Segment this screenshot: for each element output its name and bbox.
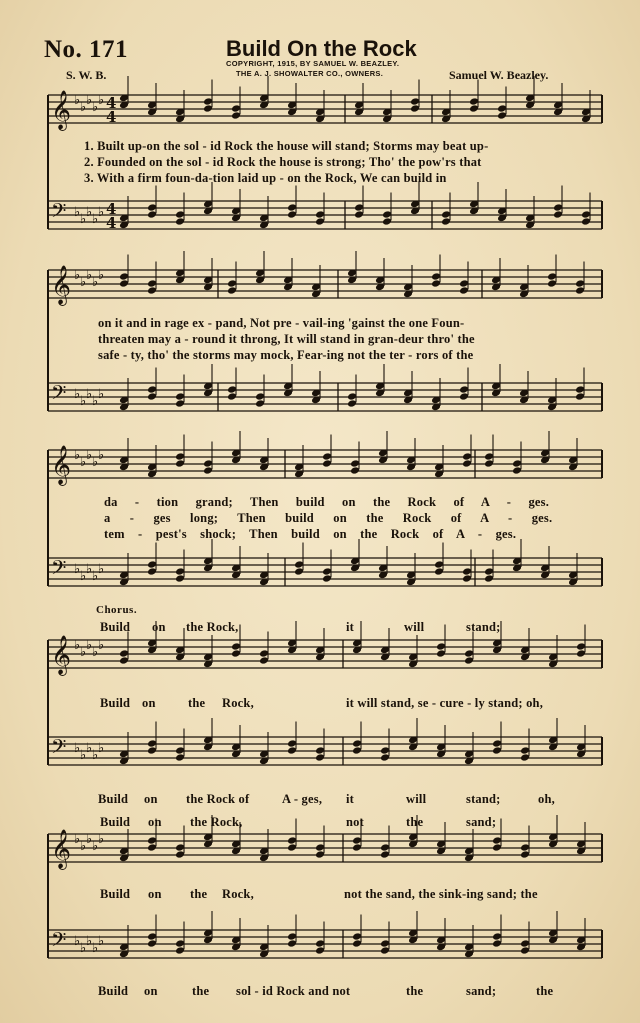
- flat-sign: ♭: [80, 212, 87, 227]
- flat-sign: ♭: [86, 562, 93, 577]
- bass-clef: 𝄢: [51, 556, 67, 584]
- flat-sign: ♭: [92, 941, 99, 956]
- flat-sign: ♭: [74, 268, 81, 283]
- flat-sign: ♭: [74, 832, 81, 847]
- s5-top-word: not: [346, 815, 364, 829]
- hymn-title: Build On the Rock: [226, 36, 417, 61]
- treble-clef: 𝄞: [51, 445, 72, 485]
- system1-verse2: 2. Founded on the sol - id Rock the house is strong; Tho' the pow'rs that: [84, 155, 482, 169]
- flat-sign: ♭: [86, 448, 93, 463]
- flat-sign: ♭: [86, 268, 93, 283]
- s5-mid-word: Build: [100, 887, 131, 901]
- flat-sign: ♭: [80, 941, 87, 956]
- s4-top-word: Build: [100, 620, 131, 634]
- flat-sign: ♭: [80, 455, 87, 470]
- s4-top-word: stand;: [466, 620, 501, 634]
- flat-sign: ♭: [98, 268, 105, 283]
- s4-mid-word: Build: [100, 696, 131, 710]
- treble-clef: 𝄞: [51, 90, 72, 130]
- flat-sign: ♭: [80, 748, 87, 763]
- s4-top-word: on: [152, 620, 166, 634]
- system2-verse1: on it and in rage ex - pand, Not pre - vail-ing 'gainst the one Foun-: [98, 316, 465, 330]
- time-signature: 4: [106, 94, 117, 112]
- s5-top-word: the: [406, 815, 424, 829]
- flat-sign: ♭: [86, 832, 93, 847]
- s5-bass-word: sol - id Rock and not: [236, 984, 351, 998]
- flat-sign: ♭: [92, 212, 99, 227]
- s5-top-word: Build: [100, 815, 131, 829]
- bass-clef: 𝄢: [51, 735, 67, 763]
- flat-sign: ♭: [92, 839, 99, 854]
- flat-sign: ♭: [74, 562, 81, 577]
- lyricist-initials: S. W. B.: [66, 68, 107, 82]
- s4-top-word: it: [346, 620, 355, 634]
- flat-sign: ♭: [80, 394, 87, 409]
- flat-sign: ♭: [98, 387, 105, 402]
- flat-sign: ♭: [74, 934, 81, 949]
- flat-sign: ♭: [86, 387, 93, 402]
- s4-mid-word: on: [142, 696, 156, 710]
- bass-clef: 𝄢: [51, 381, 67, 409]
- owner-line: THE A. J. SHOWALTER CO., OWNERS.: [236, 69, 384, 78]
- s5-bass-word: sand;: [466, 984, 497, 998]
- bass-clef: 𝄢: [51, 199, 67, 227]
- flat-sign: ♭: [98, 832, 105, 847]
- flat-sign: ♭: [98, 934, 105, 949]
- flat-sign: ♭: [86, 205, 93, 220]
- s4-bass-word: oh,: [538, 792, 555, 806]
- system3-verse2: a - ges long; Then build on the Rock of A - ges.: [104, 511, 553, 525]
- flat-sign: ♭: [98, 562, 105, 577]
- flat-sign: ♭: [92, 569, 99, 584]
- s4-mid-word: it will stand, se - cure - ly stand; oh,: [346, 696, 544, 710]
- flat-sign: ♭: [86, 934, 93, 949]
- s4-bass-word: it: [346, 792, 355, 806]
- s5-bass-word: the: [192, 984, 210, 998]
- flat-sign: ♭: [74, 205, 81, 220]
- treble-clef: 𝄞: [51, 635, 72, 675]
- flat-sign: ♭: [92, 394, 99, 409]
- s5-mid-word: not the sand, the sink-ing sand; the: [344, 887, 538, 901]
- flat-sign: ♭: [74, 638, 81, 653]
- s5-bass-word: Build: [98, 984, 129, 998]
- flat-sign: ♭: [74, 448, 81, 463]
- flat-sign: ♭: [74, 741, 81, 756]
- time-signature: 4: [106, 214, 117, 232]
- s4-bass-word: Build: [98, 792, 129, 806]
- flat-sign: ♭: [98, 205, 105, 220]
- s4-bass-word: the Rock of: [186, 792, 250, 806]
- flat-sign: ♭: [80, 569, 87, 584]
- flat-sign: ♭: [92, 100, 99, 115]
- s5-mid-word: the: [190, 887, 208, 901]
- flat-sign: ♭: [92, 275, 99, 290]
- flat-sign: ♭: [92, 645, 99, 660]
- flat-sign: ♭: [86, 638, 93, 653]
- flat-sign: ♭: [92, 748, 99, 763]
- composer-name: Samuel W. Beazley.: [449, 68, 549, 82]
- chorus-label: Chorus.: [96, 604, 138, 616]
- s5-mid-word: Rock,: [222, 887, 254, 901]
- flat-sign: ♭: [98, 741, 105, 756]
- s4-bass-word: will: [406, 792, 427, 806]
- s4-top-word: the Rock,: [186, 620, 239, 634]
- flat-sign: ♭: [80, 645, 87, 660]
- s4-bass-word: A - ges,: [282, 792, 323, 806]
- s5-bass-word: the: [536, 984, 554, 998]
- flat-sign: ♭: [98, 638, 105, 653]
- flat-sign: ♭: [98, 448, 105, 463]
- treble-clef: 𝄞: [51, 829, 72, 869]
- s5-bass-word: the: [406, 984, 424, 998]
- s5-mid-word: on: [148, 887, 162, 901]
- flat-sign: ♭: [74, 93, 81, 108]
- s4-bass-word: on: [144, 792, 158, 806]
- s4-mid-word: Rock,: [222, 696, 254, 710]
- flat-sign: ♭: [92, 455, 99, 470]
- flat-sign: ♭: [74, 387, 81, 402]
- system2-verse3: safe - ty, tho' the storms may mock, Fear-ing not the ter - rors of the: [98, 348, 474, 362]
- flat-sign: ♭: [80, 100, 87, 115]
- system1-verse1: 1. Built up-on the sol - id Rock the house will stand; Storms may beat up-: [84, 139, 489, 153]
- flat-sign: ♭: [86, 741, 93, 756]
- time-signature: 4: [106, 200, 117, 218]
- time-signature: 4: [106, 108, 117, 126]
- s4-top-word: will: [404, 620, 425, 634]
- s5-top-word: on: [148, 815, 162, 829]
- s5-top-word: sand;: [466, 815, 497, 829]
- s5-top-word: the Rock,: [190, 815, 243, 829]
- system1-verse3: 3. With a firm foun-da-tion laid up - on the Rock, We can build in: [84, 171, 447, 185]
- treble-clef: 𝄞: [51, 265, 72, 305]
- hymn-number: No. 171: [44, 36, 129, 63]
- system3-verse1: da - tion grand; Then build on the Rock of A - ges.: [104, 495, 550, 509]
- s4-bass-word: stand;: [466, 792, 501, 806]
- system2-verse2: threaten may a - round it throng, It will stand in gran-deur thro' the: [98, 332, 475, 346]
- flat-sign: ♭: [86, 93, 93, 108]
- flat-sign: ♭: [80, 275, 87, 290]
- flat-sign: ♭: [98, 93, 105, 108]
- copyright-line: COPYRIGHT, 1915, BY SAMUEL W. BEAZLEY.: [226, 59, 400, 68]
- s5-bass-word: on: [144, 984, 158, 998]
- bass-clef: 𝄢: [51, 928, 67, 956]
- s4-mid-word: the: [188, 696, 206, 710]
- system3-verse3: tem - pest's shock; Then build on the Rock of A - ges.: [104, 527, 517, 541]
- flat-sign: ♭: [80, 839, 87, 854]
